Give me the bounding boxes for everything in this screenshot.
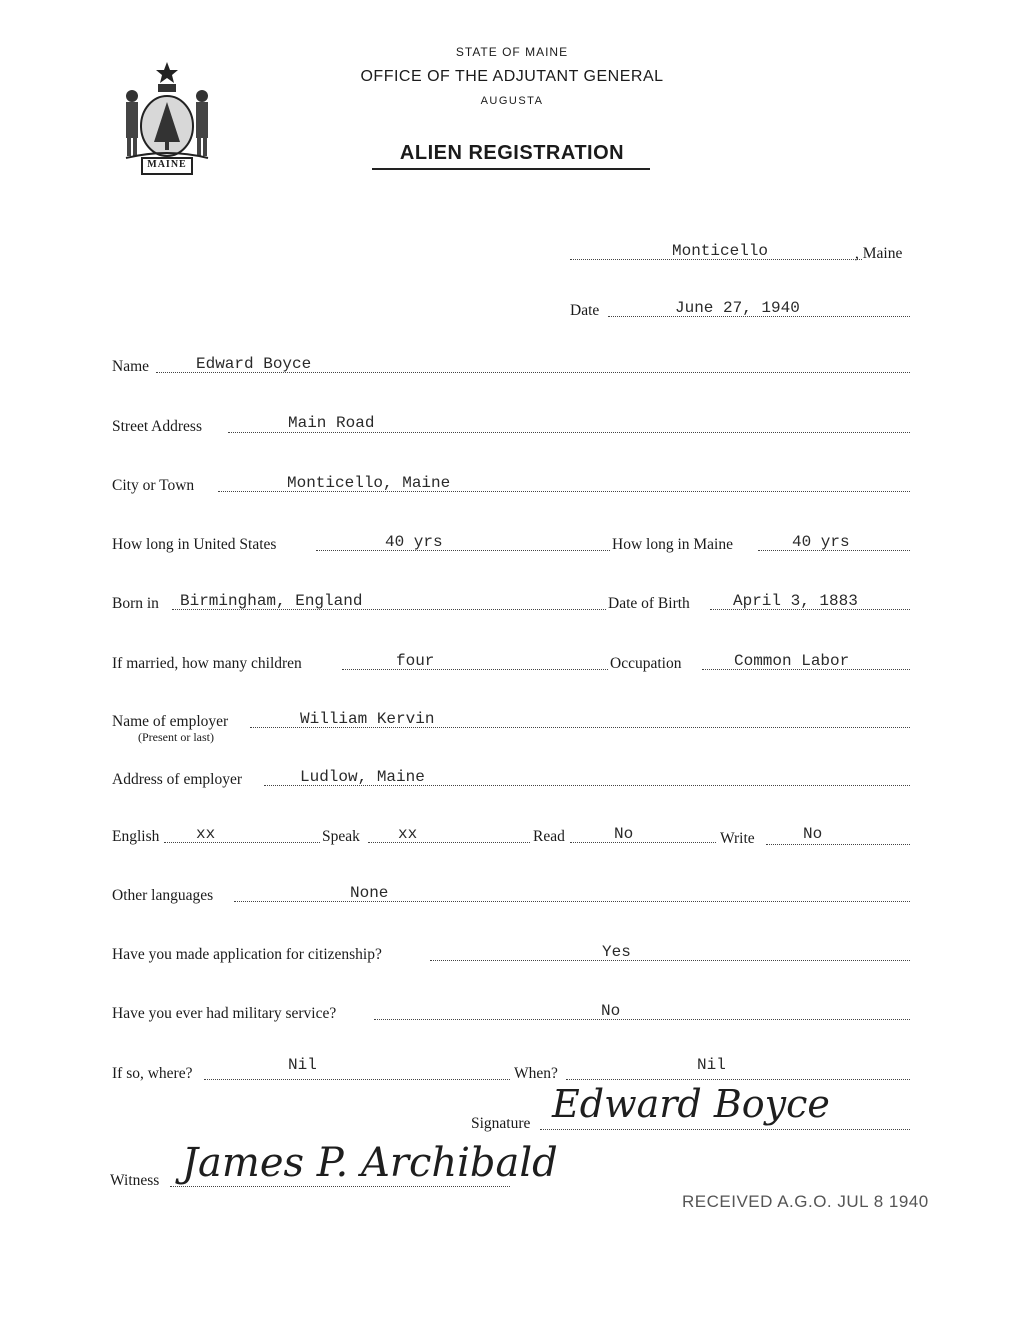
dob-label: Date of Birth: [608, 595, 690, 612]
us-years-label: How long in United States: [112, 536, 277, 553]
city-heading: AUGUSTA: [480, 95, 544, 107]
read-label: Read: [533, 828, 565, 845]
name-label: Name: [112, 358, 150, 375]
children-label: If married, how many children: [112, 655, 302, 672]
state-heading: STATE OF MAINE: [455, 45, 569, 59]
where-value: Nil: [288, 1056, 317, 1074]
citizenship-label: Have you made application for citizenship?: [112, 946, 382, 963]
when-value: Nil: [697, 1056, 726, 1074]
write-label: Write: [720, 830, 755, 847]
other-languages-line: [234, 901, 910, 902]
place-suffix: , Maine: [855, 245, 903, 262]
employer-address-value: Ludlow, Maine: [300, 768, 425, 786]
english-value: xx: [196, 825, 216, 843]
citizenship-value: Yes: [602, 943, 631, 961]
children-line: [342, 669, 608, 670]
born-value: Birmingham, England: [180, 592, 363, 610]
occupation-label: Occupation: [610, 655, 682, 672]
write-line: [766, 844, 910, 845]
employer-value: William Kervin: [300, 710, 435, 728]
employer-label: Name of employer: [112, 713, 229, 730]
english-label: English: [112, 828, 160, 845]
street-value: Main Road: [288, 414, 375, 432]
children-value: four: [396, 652, 435, 670]
applicant-signature: Edward Boyce: [552, 1082, 830, 1126]
signature-line: [540, 1129, 910, 1130]
street-label: Street Address: [112, 418, 202, 435]
military-value: No: [601, 1002, 621, 1020]
city-label: City or Town: [112, 477, 195, 494]
read-value: No: [614, 825, 634, 843]
other-languages-value: None: [350, 884, 389, 902]
seal-banner-text: MAINE: [147, 159, 187, 170]
where-label: If so, where?: [112, 1065, 193, 1082]
maine-years-label: How long in Maine: [612, 536, 733, 553]
born-label: Born in: [112, 595, 159, 612]
witness-signature: James P. Archibald: [182, 1140, 558, 1186]
dob-value: April 3, 1883: [733, 592, 858, 610]
office-heading: OFFICE OF THE ADJUTANT GENERAL: [360, 68, 664, 85]
military-label: Have you ever had military service?: [112, 1005, 337, 1022]
title-underline: [372, 168, 650, 170]
city-value: Monticello, Maine: [287, 474, 451, 492]
where-line: [204, 1079, 510, 1080]
place-value: Monticello: [672, 242, 769, 260]
received-stamp: RECEIVED A.G.O. JUL 8 1940: [682, 1192, 929, 1211]
employer-sublabel: (Present or last): [138, 730, 214, 744]
signature-label: Signature: [471, 1115, 531, 1132]
street-line: [228, 432, 910, 433]
witness-line: [170, 1186, 510, 1187]
when-label: When?: [514, 1065, 558, 1082]
speak-label: Speak: [322, 828, 360, 845]
english-line: [164, 842, 320, 843]
maine-state-seal: [112, 58, 222, 180]
speak-value: xx: [398, 825, 418, 843]
name-value: Edward Boyce: [196, 355, 312, 373]
witness-label: Witness: [110, 1172, 160, 1189]
other-languages-label: Other languages: [112, 887, 214, 904]
military-line: [374, 1019, 910, 1020]
speak-line: [368, 842, 530, 843]
write-value: No: [803, 825, 823, 843]
when-line: [566, 1079, 910, 1080]
occupation-value: Common Labor: [734, 652, 850, 670]
maine-years-value: 40 yrs: [792, 533, 850, 551]
read-line: [570, 842, 716, 843]
us-years-value: 40 yrs: [385, 533, 443, 551]
citizenship-line: [430, 960, 910, 961]
employer-address-label: Address of employer: [112, 771, 242, 788]
date-label: Date: [570, 302, 600, 319]
form-title: ALIEN REGISTRATION: [399, 142, 625, 164]
us-years-line: [316, 550, 610, 551]
date-value: June 27, 1940: [675, 299, 800, 317]
